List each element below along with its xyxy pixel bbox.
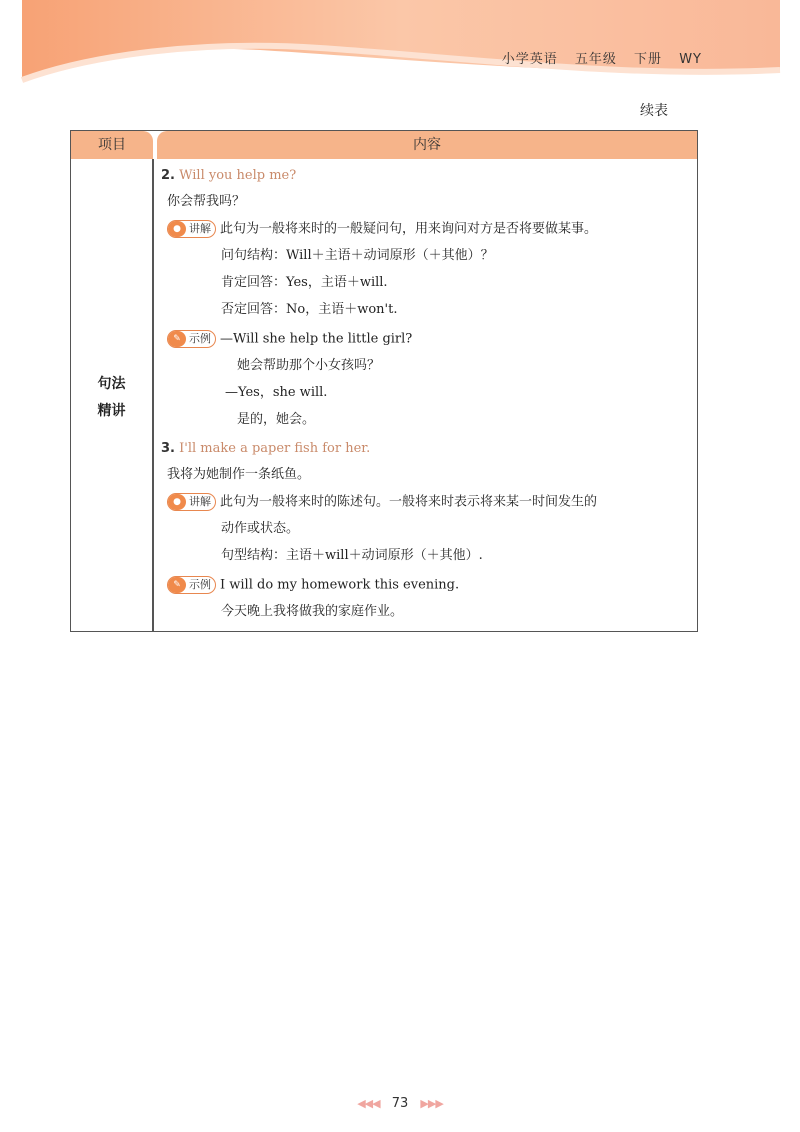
table-header-row [71,131,697,159]
speech-icon: ● [168,494,186,510]
pencil-icon: ✎ [168,331,186,347]
example-tag: ✎ 示例 [167,330,216,348]
explain-line: 句型结构：主语＋will＋动词原形（＋其他）. [221,548,483,563]
explain-tag: ● 讲解 [167,493,216,511]
explain-tag: ● 讲解 [167,220,216,238]
category-line: 句法 [97,376,126,392]
grammar-table [70,130,698,632]
explain-line: 问句结构：Will＋主语＋动词原形（＋其他）？ [221,248,494,263]
item-number: 2. [161,168,175,183]
translation-line: 我将为她制作一条纸鱼。 [167,467,311,482]
explain-line: 动作或状态。 [221,521,300,536]
example-line: —Yes，she will. [225,385,328,400]
example-line: 今天晚上我将做我的家庭作业。 [221,604,404,619]
column-header-item: 项目 [71,131,153,159]
key-sentence: Will you help me? [179,168,297,183]
example-tag: ✎ 示例 [167,576,216,594]
sentence-line [161,440,370,458]
right-arrows-icon: ▶▶▶ [420,1097,443,1110]
item-number: 3. [161,441,175,456]
sentence-line [161,167,296,185]
explain-line: 肯定回答：Yes，主语＋will. [221,275,388,290]
key-sentence: I'll make a paper fish for her. [179,441,371,456]
speech-icon: ● [168,221,186,237]
term-label: 下册 [634,52,663,67]
column-header-content: 内容 [157,131,697,159]
example-line: 她会帮助那个小女孩吗？ [237,358,381,373]
pencil-icon: ✎ [168,577,186,593]
page-footer [0,1096,800,1111]
example-line: ✎ 示例 —Will she help the little girl? [167,330,412,349]
category-cell [71,371,152,425]
grade-label: 五年级 [574,52,617,67]
translation-line: 你会帮我吗？ [167,194,246,209]
column-divider [152,159,154,631]
edition-label: WY [679,52,702,67]
book-info [490,48,702,67]
subject-label: 小学英语 [501,52,558,67]
explain-line: 否定回答：No，主语＋won't. [221,302,398,317]
example-line: ✎ 示例 I will do my homework this evening. [167,576,459,595]
example-line: 是的，她会。 [237,412,316,427]
continued-label: 续表 [640,103,668,119]
explain-line: ● 讲解 此句为一般将来时的陈述句。一般将来时表示将来某一时间发生的 [167,493,597,512]
page-number: 73 [391,1096,409,1111]
category-line: 精讲 [97,403,126,419]
explain-line: ● 讲解 此句为一般将来时的一般疑问句，用来询问对方是否将要做某事。 [167,220,597,239]
left-arrows-icon: ◀◀◀ [357,1097,380,1110]
